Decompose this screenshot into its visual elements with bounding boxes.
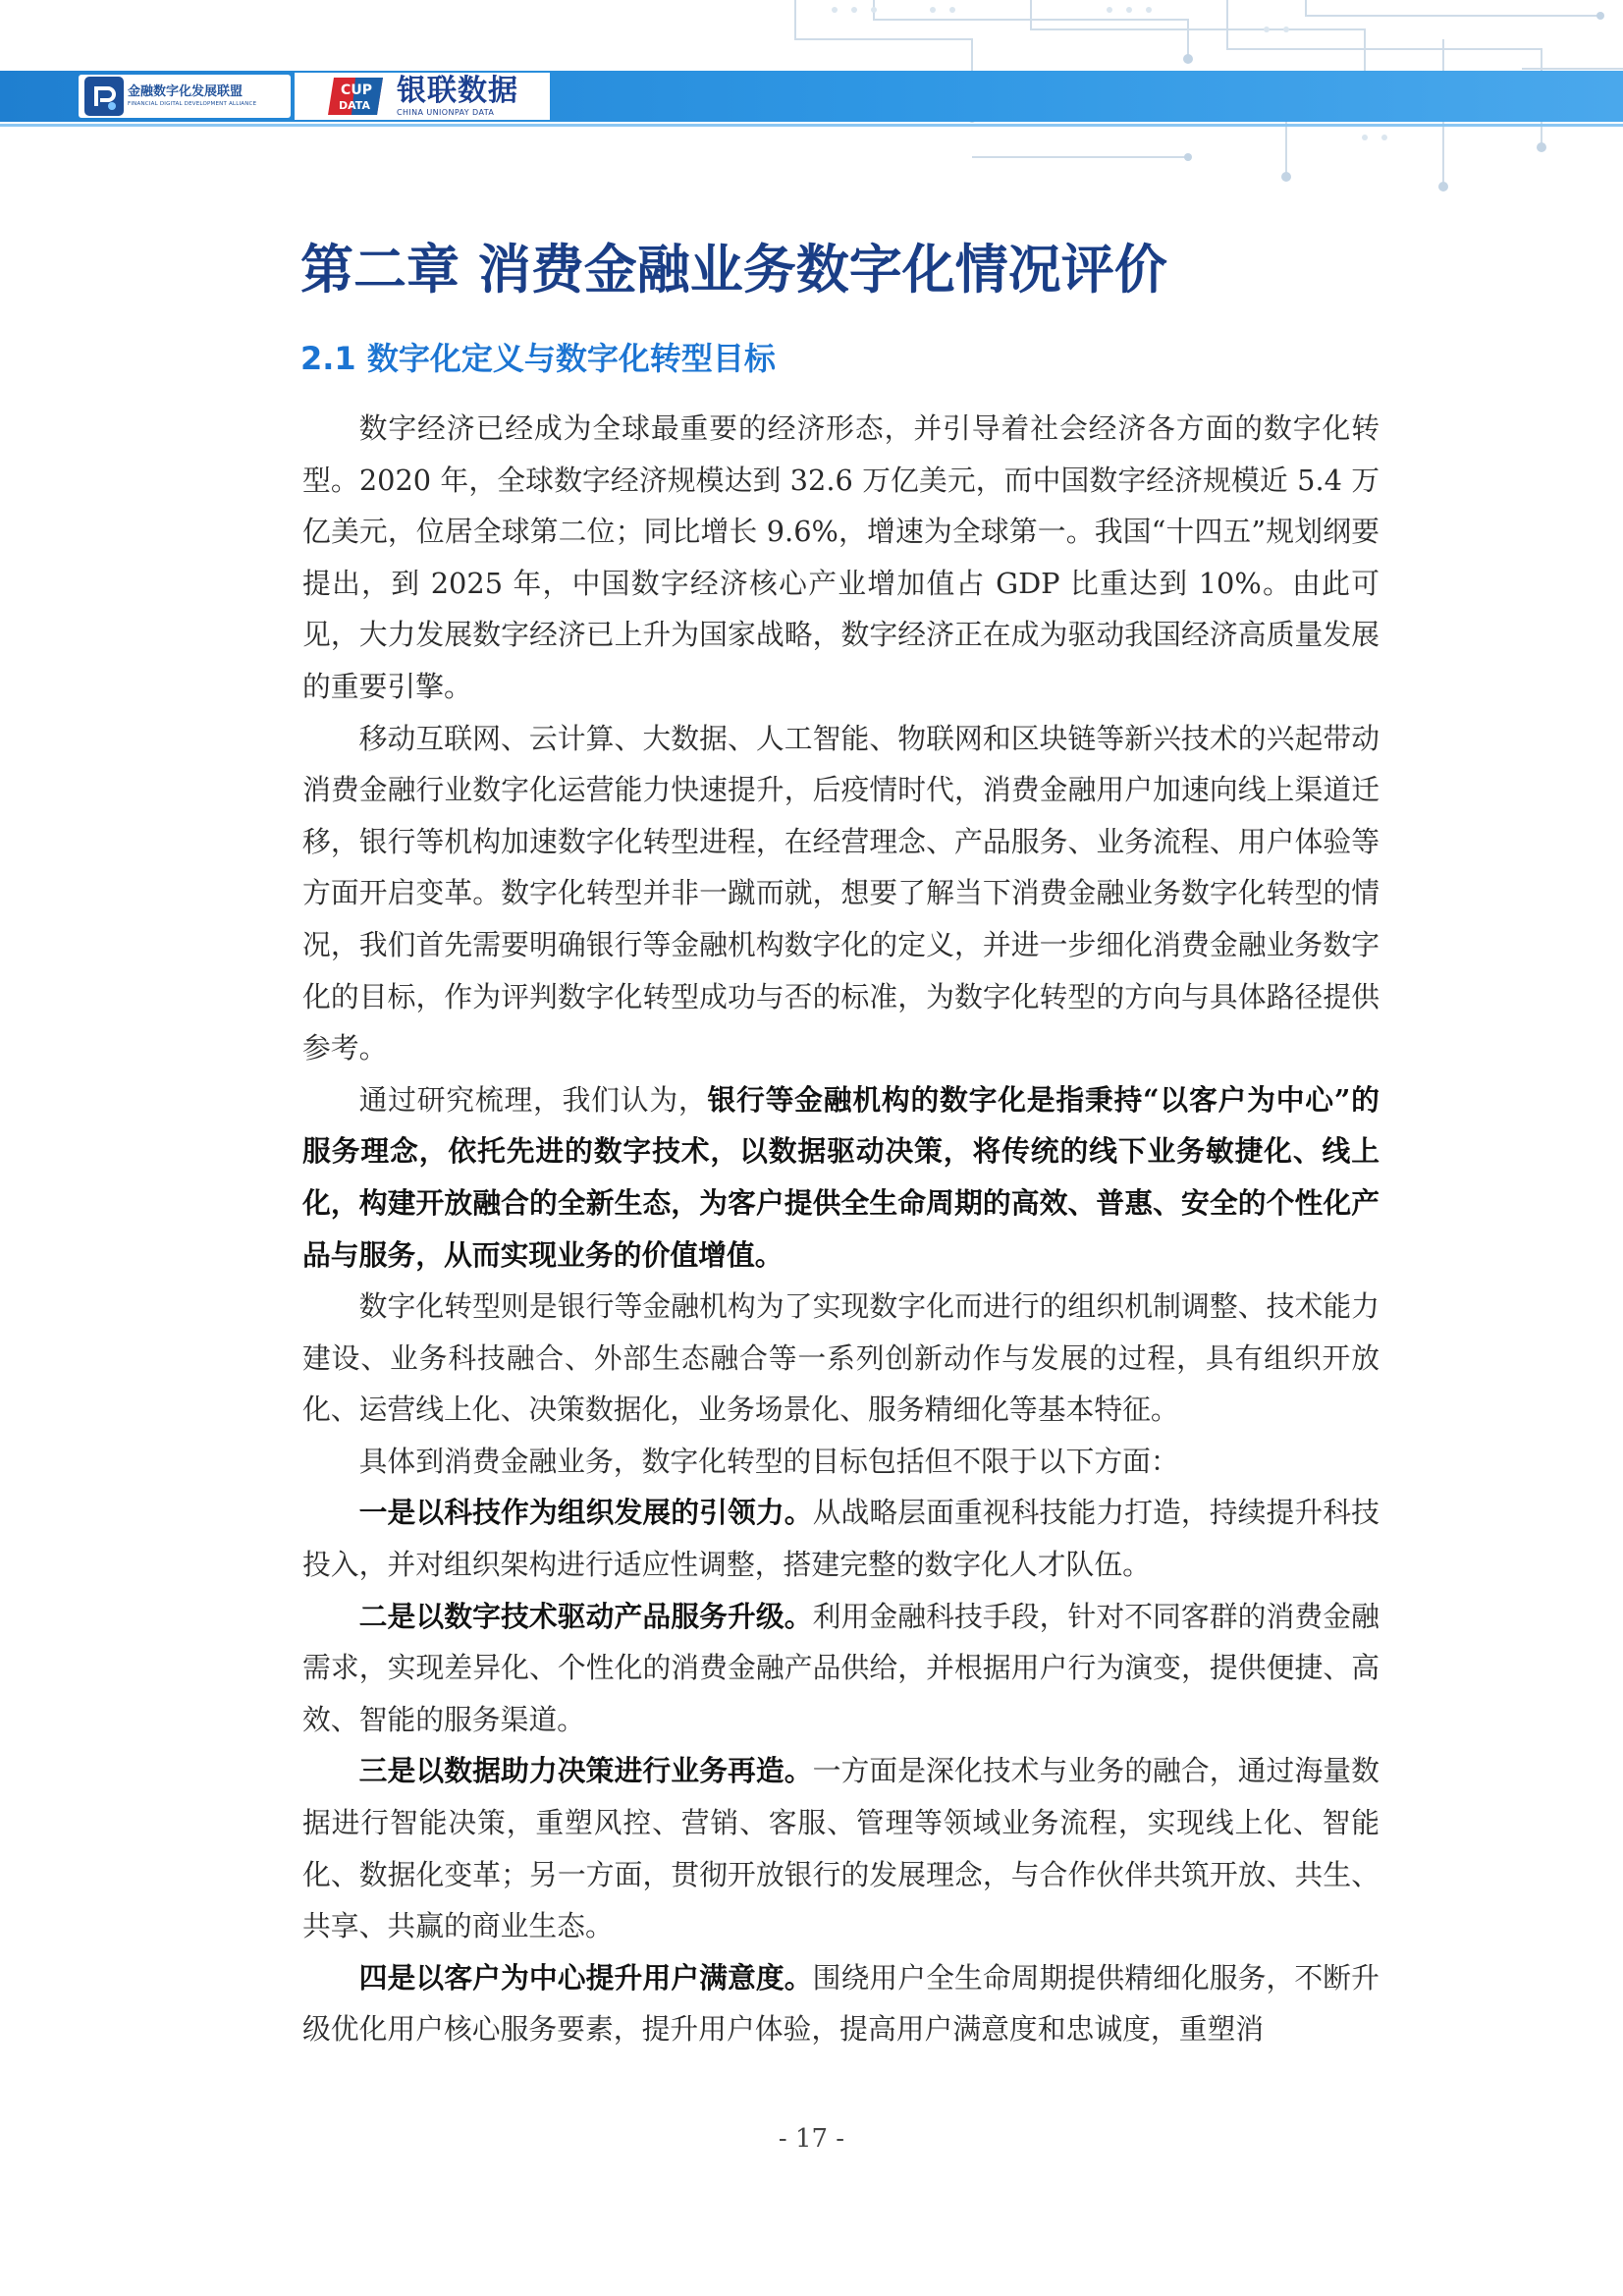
goal-3-heading: 三是以数据助力决策进行业务再造。	[358, 1754, 813, 1788]
section-title: 2.1 数字化定义与数字化转型目标	[300, 340, 776, 377]
paragraph-9	[302, 1952, 1380, 2055]
paragraph-3-lead: 通过研究梳理，我们认为，	[358, 1082, 708, 1117]
goal-2-text: 利用金融科技手段，针对不同客群的消费金融需求，实现差异化、个性化的消费金融产品供给，并根据用户行为演变，提供便捷、高效、智能的服务渠道。	[302, 1599, 1380, 1736]
cup-logo-cn: 银联数据	[397, 73, 518, 108]
fdda-logo-icon	[84, 77, 124, 116]
goal-1-text: 从战略层面重视科技能力打造，持续提升科技投入，并对组织架构进行适应性调整，搭建完整的数字化人才队伍。	[302, 1496, 1380, 1582]
goal-1-heading: 一是以科技作为组织发展的引领力。	[358, 1496, 813, 1530]
paragraph-6	[302, 1487, 1380, 1590]
page-number: - 17 -	[778, 2124, 845, 2154]
cup-logo-en: CHINA UNIONPAY DATA	[397, 107, 495, 117]
cup-data-logo	[295, 73, 550, 120]
paragraph-1: 数字经济已经成为全球最重要的经济形态，并引导着社会经济各方面的数字化转型。2020 年，全球数字经济规模达到 32.6 万亿美元，而中国数字经济规模近 5.4 万亿美元，位居全球第二位；同比增长 9.6%，增速为全球第一。我国“十四五”规划纲要提出，到 2025 年，中国数字经济核心产业增加值占 GDP 比重达到 10%。由此可见，大力发展数字经济已上升为国家战略，数字经济正在成为驱动我国经济高质量发展的重要引擎。	[302, 411, 1380, 703]
cup-badge-top: CUP	[341, 82, 372, 98]
paragraph-2: 移动互联网、云计算、大数据、人工智能、物联网和区块链等新兴技术的兴起带动消费金融行业数字化运营能力快速提升，后疫情时代，消费金融用户加速向线上渠道迁移，银行等机构加速数字化转型进程，在经营理念、产品服务、业务流程、用户体验等方面开启变革。数字化转型并非一蹴而就，想要了解当下消费金融业务数字化转型的情况，我们首先需要明确银行等金融机构数字化的定义，并进一步细化消费金融业务数字化的目标，作为评判数字化转型成功与否的标准，为数字化转型的方向与具体路径提供参考。	[302, 721, 1380, 1066]
paragraph-5: 具体到消费金融业务，数字化转型的目标包括但不限于以下方面：	[358, 1444, 1179, 1478]
goal-3-text: 一方面是深化技术与业务的融合，通过海量数据进行智能决策，重塑风控、营销、客服、管理等领域业务流程，实现线上化、智能化、数据化变革；另一方面，贯彻开放银行的发展理念，与合作伙伴共筑开放、共生、共享、共赢的商业生态。	[302, 1754, 1380, 1943]
paragraph-4: 数字化转型则是银行等金融机构为了实现数字化而进行的组织机制调整、技术能力建设、业务科技融合、外部生态融合等一系列创新动作与发展的过程，具有组织开放化、运营线上化、决策数据化，业务场景化、服务精细化等基本特征。	[302, 1289, 1380, 1427]
cup-badge-bottom: DATA	[339, 99, 370, 112]
fdda-logo-cn: 金融数字化发展联盟	[128, 83, 243, 99]
fdda-logo-en: FINANCIAL DIGITAL DEVELOPMENT ALLIANCE	[128, 100, 257, 107]
goal-4-text: 围绕用户全生命周期提供精细化服务，不断升级优化用户核心服务要素，提升用户体验，提高用户满意度和忠诚度，重塑消	[302, 1960, 1380, 2047]
paragraph-3-definition: 银行等金融机构的数字化是指秉持“以客户为中心”的服务理念，依托先进的数字技术，以数据驱动决策，将传统的线下业务敏捷化、线上化，构建开放融合的全新生态，为客户提供全生命周期的高效、普惠、安全的个性化产品与服务，从而实现业务的价值增值。	[302, 1082, 1380, 1272]
body-text	[302, 403, 1380, 2055]
cup-data-badge-icon	[326, 76, 387, 117]
paragraph-8	[302, 1745, 1380, 1951]
paragraph-7	[302, 1591, 1380, 1746]
goal-2-heading: 二是以数字技术驱动产品服务升级。	[358, 1599, 813, 1633]
fdda-logo	[79, 75, 291, 118]
chapter-title: 第二章 消费金融业务数字化情况评价	[300, 239, 1167, 301]
goal-4-heading: 四是以客户为中心提升用户满意度。	[358, 1960, 813, 1995]
paragraph-3	[302, 1074, 1380, 1281]
